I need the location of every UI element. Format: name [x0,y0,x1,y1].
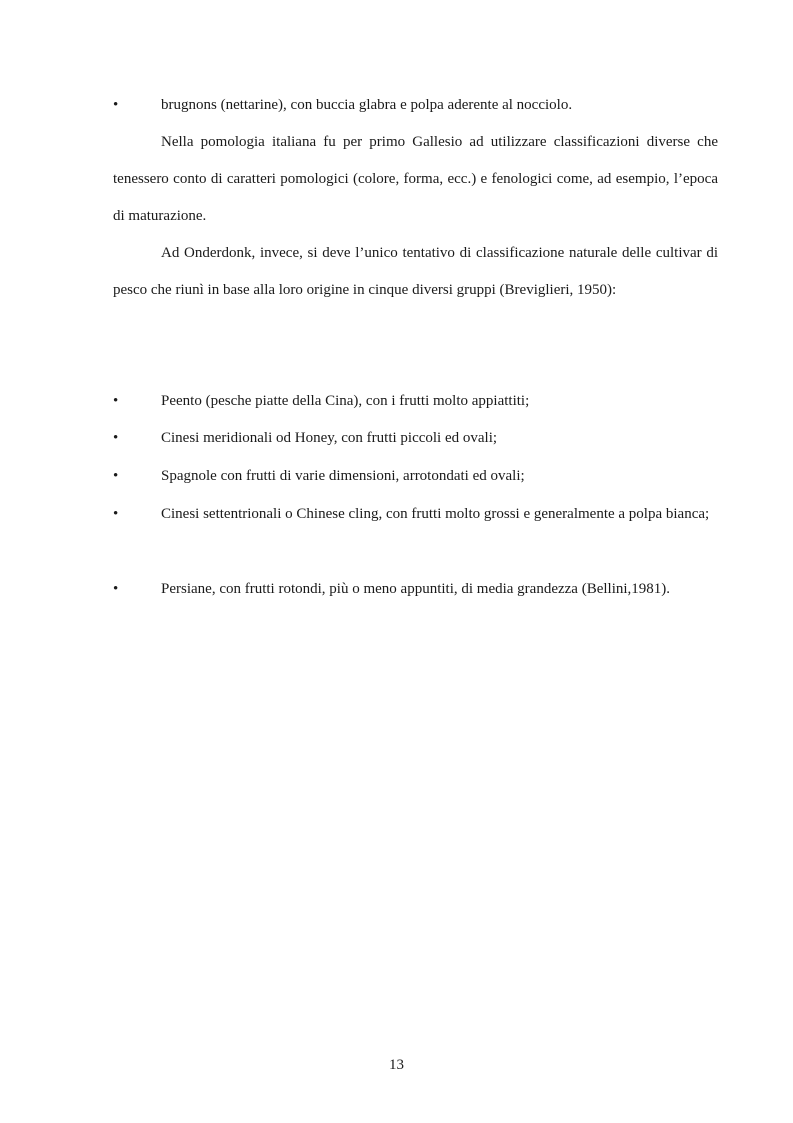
list-item-text: Persiane, con frutti rotondi, più o meno appuntiti, di media grandezza (Bellini,1981). [161,581,671,597]
bullet-marker: • [113,581,119,597]
bullet-marker: • [113,97,119,113]
page-number: 13 [389,1057,404,1073]
list-item-brugnons [113,87,718,124]
bullet-marker: • [113,393,119,409]
list-item-cinesi-settentrionali [113,496,718,533]
list-item-text: Cinesi meridionali od Honey, con frutti piccoli ed ovali; [161,430,498,446]
bullet-marker: • [113,468,119,484]
bullet-marker: • [113,506,119,522]
list-item-text: brugnons (nettarine), con buccia glabra e polpa aderente al nocciolo. [161,97,573,113]
paragraph-onderdonk: Ad Onderdonk, invece, si deve l’unico tentativo di classificazione naturale delle cultivar di pesco che riunì in base alla loro origine in cinque diversi gruppi (Breviglieri, 1950): [113,245,718,298]
paragraph-gallesio: Nella pomologia italiana fu per primo Gallesio ad utilizzare classificazioni diverse che tenessero conto di caratteri pomologici (colore, forma, ecc.) e fenologici come, ad esempio, l’epoca di maturazione. [113,134,718,224]
list-item-text: Spagnole con frutti di varie dimensioni, arrotondati ed ovali; [161,468,525,484]
list-item-cinesi-meridionali [113,420,718,457]
list-item-text: Cinesi settentrionali o Chinese cling, con frutti molto grossi e generalmente a polpa bianca; [161,506,710,522]
list-item-spagnole [113,458,718,495]
list-item-peento [113,383,718,420]
list-item-text: Peento (pesche piatte della Cina), con i frutti molto appiattiti; [161,393,530,409]
list-item-persiane [113,571,718,608]
bullet-marker: • [113,430,119,446]
